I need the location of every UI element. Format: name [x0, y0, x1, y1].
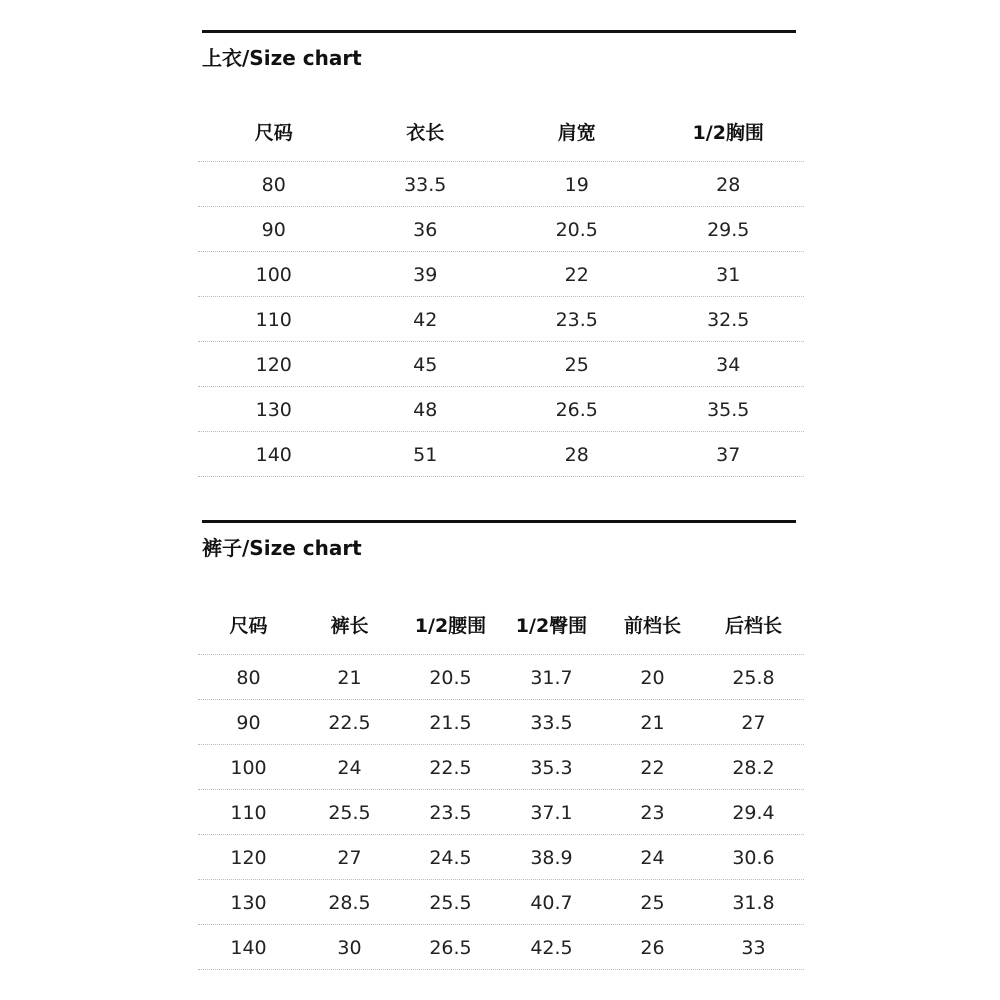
- table-cell: 21: [337, 666, 362, 689]
- table-cell: 25: [640, 891, 665, 914]
- table-row: [198, 925, 804, 970]
- column-header-pant-length: 裤长: [330, 614, 369, 637]
- table-cell: 38.9: [530, 846, 573, 869]
- table-cell: 22.5: [429, 756, 472, 779]
- table-cell: 28: [564, 443, 589, 466]
- table-cell: 39: [413, 263, 438, 286]
- table-cell: 100: [230, 756, 267, 779]
- column-header-half-waist: 1/2腰围: [414, 614, 487, 637]
- table-cell: 28: [716, 173, 741, 196]
- table-cell: 110: [255, 308, 292, 331]
- column-header-size: 尺码: [229, 614, 268, 637]
- table-cell: 34: [716, 353, 741, 376]
- table-row: [198, 432, 804, 477]
- table-cell: 26: [640, 936, 665, 959]
- column-header-shoulder: 肩宽: [557, 121, 596, 144]
- table-row: [198, 700, 804, 745]
- tops-title: 上衣/Size chart: [202, 46, 362, 70]
- table-cell: 20.5: [429, 666, 472, 689]
- table-cell: 100: [255, 263, 292, 286]
- table-row: [198, 790, 804, 835]
- table-cell: 22: [564, 263, 589, 286]
- table-cell: 33.5: [404, 173, 447, 196]
- table-cell: 48: [413, 398, 438, 421]
- table-cell: 25: [564, 353, 589, 376]
- table-cell: 90: [261, 218, 286, 241]
- table-cell: 28.5: [328, 891, 371, 914]
- table-cell: 20: [640, 666, 665, 689]
- table-row: [198, 252, 804, 297]
- table-cell: 33.5: [530, 711, 573, 734]
- pants-table: [198, 593, 804, 970]
- table-cell: 140: [255, 443, 292, 466]
- table-cell: 42: [413, 308, 438, 331]
- table-cell: 25.8: [732, 666, 775, 689]
- column-header-back-rise: 后档长: [724, 614, 782, 637]
- table-header-row: [198, 593, 804, 655]
- table-cell: 24: [337, 756, 362, 779]
- tops-table: [198, 100, 804, 477]
- table-cell: 27: [741, 711, 766, 734]
- section-divider: [202, 520, 796, 523]
- table-cell: 25.5: [429, 891, 472, 914]
- table-cell: 19: [564, 173, 589, 196]
- table-cell: 27: [337, 846, 362, 869]
- table-cell: 120: [230, 846, 267, 869]
- column-header-half-chest: 1/2胸围: [692, 121, 764, 144]
- table-cell: 31.7: [530, 666, 573, 689]
- table-row: [198, 880, 804, 925]
- table-cell: 24.5: [429, 846, 472, 869]
- table-cell: 26.5: [555, 398, 598, 421]
- table-row: [198, 835, 804, 880]
- table-cell: 130: [255, 398, 292, 421]
- table-cell: 29.4: [732, 801, 775, 824]
- table-cell: 22.5: [328, 711, 371, 734]
- table-row: [198, 745, 804, 790]
- column-header-length: 衣长: [406, 121, 445, 144]
- table-cell: 31: [716, 263, 741, 286]
- table-cell: 23.5: [429, 801, 472, 824]
- table-cell: 23.5: [555, 308, 598, 331]
- table-cell: 23: [640, 801, 665, 824]
- table-row: [198, 655, 804, 700]
- table-cell: 42.5: [530, 936, 573, 959]
- pants-title: 裤子/Size chart: [202, 536, 362, 560]
- table-cell: 40.7: [530, 891, 573, 914]
- table-cell: 26.5: [429, 936, 472, 959]
- table-cell: 130: [230, 891, 267, 914]
- column-header-size: 尺码: [254, 121, 293, 144]
- table-cell: 30.6: [732, 846, 775, 869]
- table-cell: 36: [413, 218, 438, 241]
- table-cell: 21.5: [429, 711, 472, 734]
- column-header-front-rise: 前档长: [623, 614, 681, 637]
- table-cell: 120: [255, 353, 292, 376]
- table-cell: 51: [413, 443, 438, 466]
- table-cell: 21: [640, 711, 665, 734]
- table-cell: 37: [716, 443, 741, 466]
- table-cell: 20.5: [555, 218, 598, 241]
- table-cell: 32.5: [707, 308, 750, 331]
- table-row: [198, 387, 804, 432]
- table-cell: 90: [236, 711, 261, 734]
- table-cell: 31.8: [732, 891, 775, 914]
- table-row: [198, 207, 804, 252]
- table-row: [198, 162, 804, 207]
- table-cell: 35.5: [707, 398, 750, 421]
- table-cell: 80: [261, 173, 286, 196]
- column-header-half-hip: 1/2臀围: [515, 614, 588, 637]
- table-cell: 28.2: [732, 756, 775, 779]
- table-row: [198, 342, 804, 387]
- table-cell: 25.5: [328, 801, 371, 824]
- table-cell: 37.1: [530, 801, 573, 824]
- section-divider: [202, 30, 796, 33]
- table-cell: 24: [640, 846, 665, 869]
- table-cell: 140: [230, 936, 267, 959]
- table-row: [198, 297, 804, 342]
- table-cell: 110: [230, 801, 267, 824]
- table-cell: 30: [337, 936, 362, 959]
- table-cell: 22: [640, 756, 665, 779]
- table-cell: 45: [413, 353, 438, 376]
- table-cell: 35.3: [530, 756, 573, 779]
- table-cell: 29.5: [707, 218, 750, 241]
- table-cell: 33: [741, 936, 766, 959]
- table-cell: 80: [236, 666, 261, 689]
- table-header-row: [198, 100, 804, 162]
